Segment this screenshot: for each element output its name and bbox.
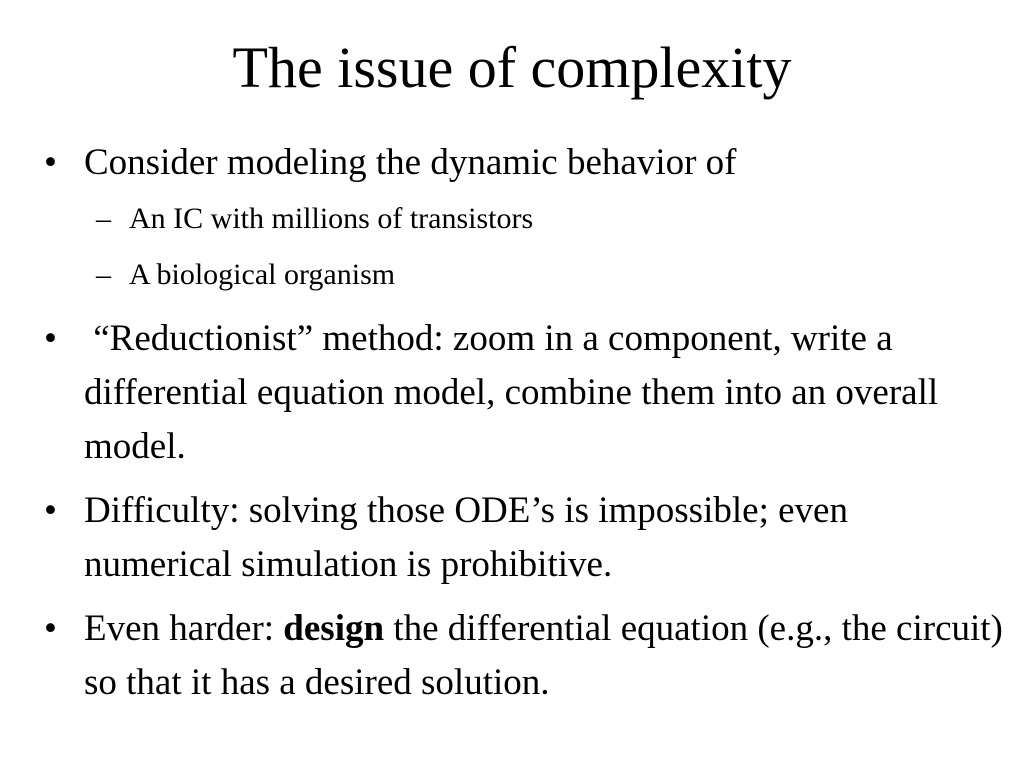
sub-bullet-text: A biological organism: [129, 258, 396, 291]
bullet-item: [44, 484, 1004, 592]
slide-title: The issue of complexity: [232, 35, 792, 100]
sub-bullet-marker: –: [96, 258, 111, 291]
bullet-marker: •: [44, 142, 57, 183]
sub-bullet-item: [44, 252, 1004, 298]
bullet-marker: •: [44, 490, 57, 531]
sub-bullet-item: [44, 196, 1004, 242]
bullet-text: Consider modeling the dynamic behavior of: [84, 142, 737, 183]
bullet-text: “Reductionist” method: zoom in a component, write a differential equation model, combine them into an overall model.: [84, 318, 948, 467]
bullet-marker: •: [44, 318, 57, 359]
bullet-text-before: Even harder:: [84, 608, 284, 649]
bullet-item: [44, 312, 1004, 474]
bullet-item: [44, 602, 1013, 710]
slide-content: [44, 136, 1013, 710]
bullet-item: [44, 136, 1004, 190]
bullet-text-emphasis: design: [283, 608, 385, 649]
bullet-text: Difficulty: solving those ODE’s is impossible; even numerical simulation is prohibitive.: [84, 490, 848, 585]
sub-bullet-text: An IC with millions of transistors: [129, 202, 534, 235]
bullet-marker: •: [44, 608, 57, 649]
sub-bullet-marker: –: [96, 202, 111, 235]
bullet-text-after: the differential equation (e.g., the circuit) so that it has a desired solution.: [84, 608, 1013, 703]
